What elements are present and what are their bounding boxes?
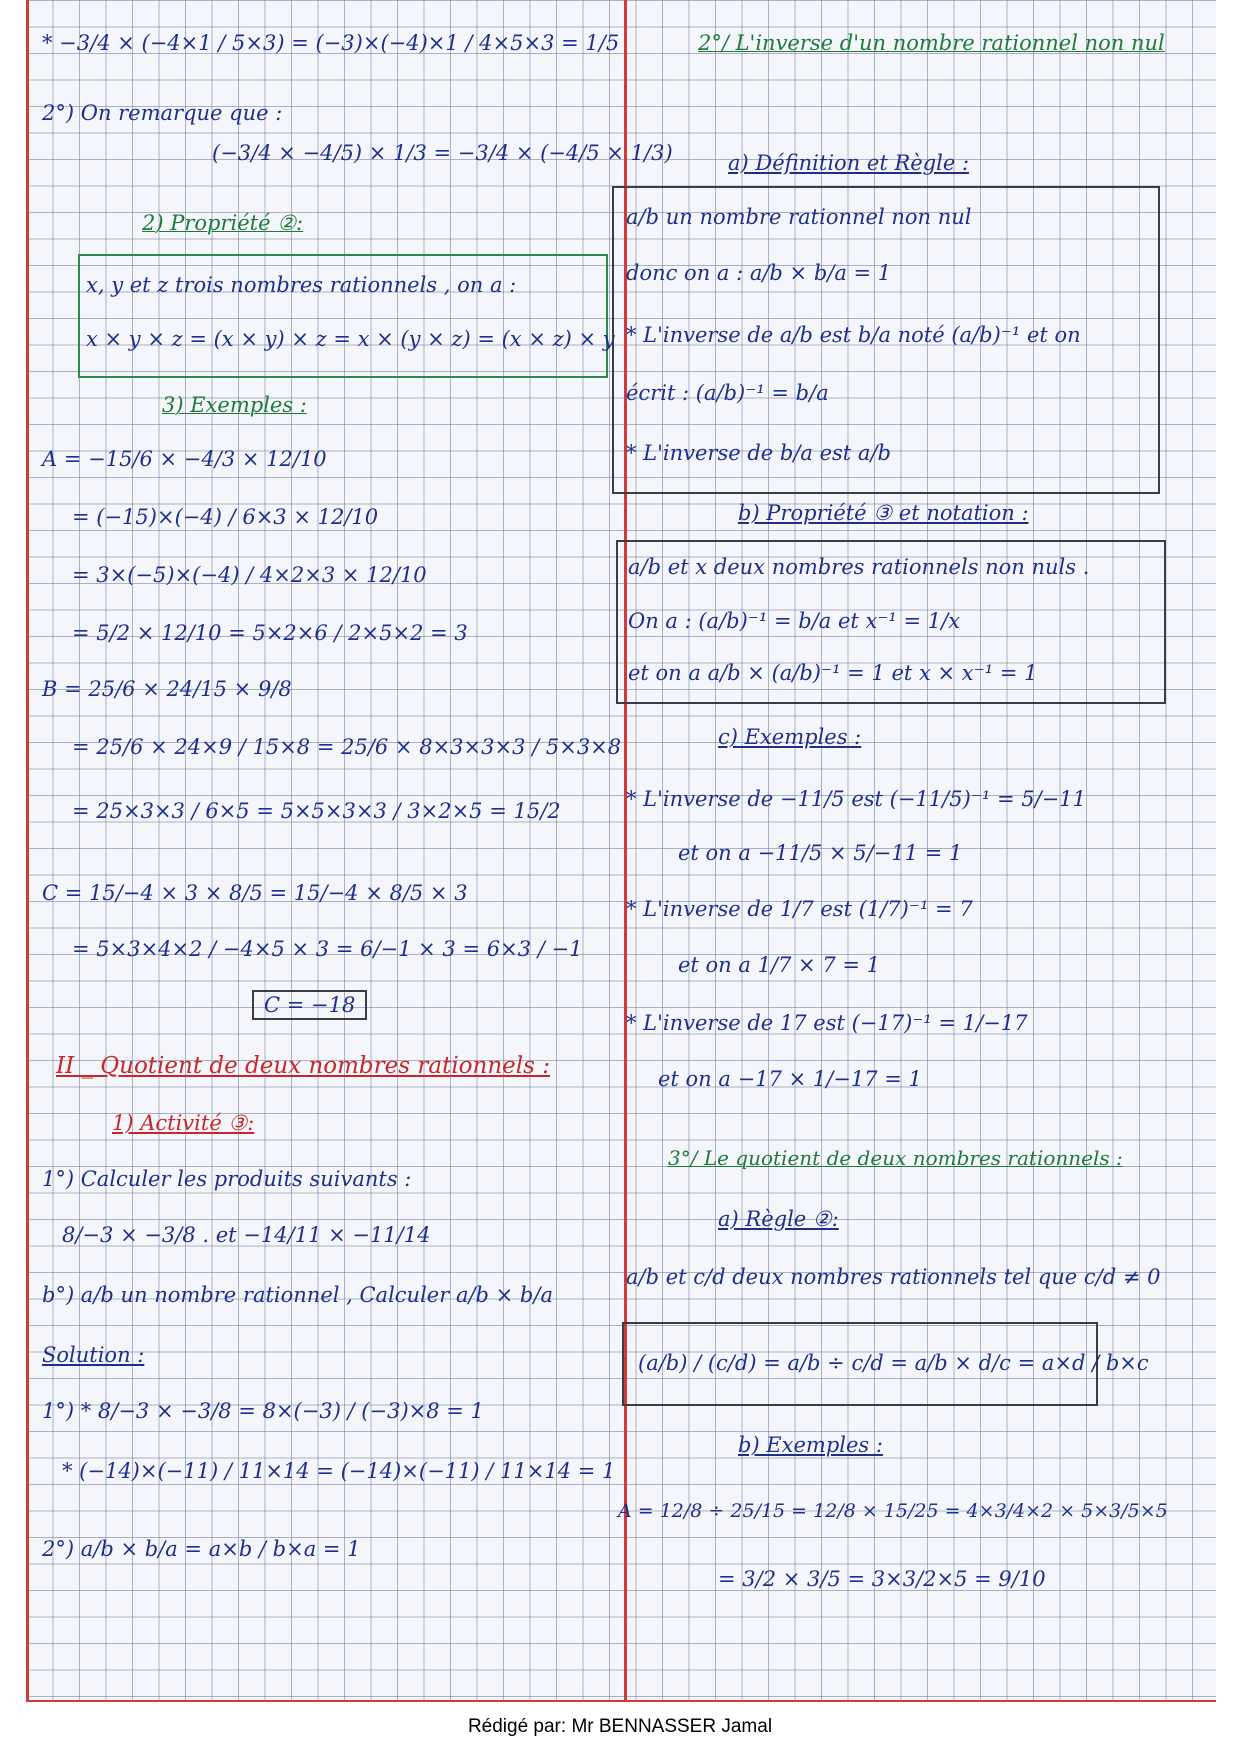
rule-2-line: a/b et c/d deux nombres rationnels tel que c/d ≠ 0: [626, 1265, 1161, 1289]
property-3-title: b) Propriété ③ et notation :: [738, 501, 1029, 525]
example-inverse-2: * L'inverse de 1/7 est (1/7)⁻¹ = 7: [626, 897, 973, 921]
definition-line-3: * L'inverse de a/b est b/a noté (a/b)⁻¹ et on: [626, 323, 1081, 347]
examples-b-title: b) Exemples :: [738, 1433, 883, 1457]
definition-line-5: * L'inverse de b/a est a/b: [626, 441, 891, 465]
example-a-line-3: = 3×(−5)×(−4) / 4×2×3 × 12/10: [72, 563, 427, 587]
example-inverse-1-check: et on a −11/5 × 5/−11 = 1: [678, 841, 963, 865]
example-inverse-2-check: et on a 1/7 × 7 = 1: [678, 953, 880, 977]
property-2-line-1: x, y et z trois nombres rationnels , on a :: [86, 273, 517, 297]
activity-question-1-eq: 8/−3 × −3/8 . et −14/11 × −11/14: [62, 1223, 431, 1247]
example-a-line-4: = 5/2 × 12/10 = 5×2×6 / 2×5×2 = 3: [72, 621, 468, 645]
top-calc: * −3/4 × (−4×1 / 5×3) = (−3)×(−4)×1 / 4×5×3 = 1/5: [42, 31, 620, 55]
property-3-line-3: et on a a/b × (a/b)⁻¹ = 1 et x × x⁻¹ = 1: [628, 661, 1038, 685]
activity-3-title: 1) Activité ③:: [112, 1111, 255, 1135]
example-b-line-1: B = 25/6 × 24/15 × 9/8: [42, 677, 292, 701]
example-b-line-3: = 25×3×3 / 6×5 = 5×5×3×3 / 3×2×5 = 15/2: [72, 799, 561, 823]
property-3-line-2: On a : (a/b)⁻¹ = b/a et x⁻¹ = 1/x: [628, 609, 961, 633]
left-margin-line: [26, 0, 29, 1702]
example-inverse-3-check: et on a −17 × 1/−17 = 1: [658, 1067, 922, 1091]
activity-question-1: 1°) Calculer les produits suivants :: [42, 1167, 412, 1191]
bottom-margin-line: [26, 1700, 1216, 1702]
example-c-result: C = −18: [252, 990, 367, 1020]
quotient-title: 3°/ Le quotient de deux nombres rationnels :: [668, 1146, 1123, 1170]
example-c-line-1: C = 15/−4 × 3 × 8/5 = 15/−4 × 8/5 × 3: [42, 881, 468, 905]
rule-2-formula: (a/b) / (c/d) = a/b ÷ c/d = a/b × d/c = a×d / b×c: [638, 1351, 1149, 1375]
solution-line-2: * (−14)×(−11) / 11×14 = (−14)×(−11) / 11×14 = 1: [62, 1459, 616, 1483]
property-2-line-2: x × y × z = (x × y) × z = x × (y × z) = (x × z) × y: [86, 327, 615, 351]
quotient-example-line-1: A = 12/8 ÷ 25/15 = 12/8 × 15/25 = 4×3/4×2 × 5×3/5×5: [618, 1500, 1168, 1522]
examples-3-title: 3) Exemples :: [162, 393, 307, 417]
solution-line-3: 2°) a/b × b/a = a×b / b×a = 1: [42, 1537, 361, 1561]
solution-line-1: 1°) * 8/−3 × −3/8 = 8×(−3) / (−3)×8 = 1: [42, 1399, 484, 1423]
example-inverse-1: * L'inverse de −11/5 est (−11/5)⁻¹ = 5/−11: [626, 787, 1086, 811]
inverse-title: 2°/ L'inverse d'un nombre rationnel non nul: [698, 31, 1165, 55]
example-b-line-2: = 25/6 × 24×9 / 15×8 = 25/6 × 8×3×3×3 / 5×3×8: [72, 735, 622, 759]
definition-line-2: donc on a : a/b × b/a = 1: [626, 261, 892, 285]
footer-author: Rédigé par: Mr BENNASSER Jamal: [467, 1716, 773, 1737]
definition-line-1: a/b un nombre rationnel non nul: [626, 205, 972, 229]
property-2-title: 2) Propriété ②:: [142, 211, 304, 235]
remark-title: 2°) On remarque que :: [42, 101, 283, 125]
solution-title: Solution :: [42, 1343, 145, 1367]
property-3-line-1: a/b et x deux nombres rationnels non nuls .: [628, 555, 1090, 579]
example-c-line-2: = 5×3×4×2 / −4×5 × 3 = 6/−1 × 3 = 6×3 / −1: [72, 937, 583, 961]
rule-2-title: a) Règle ②:: [718, 1207, 839, 1231]
example-inverse-3: * L'inverse de 17 est (−17)⁻¹ = 1/−17: [626, 1011, 1028, 1035]
definition-title: a) Définition et Règle :: [728, 151, 970, 175]
example-a-line-1: A = −15/6 × −4/3 × 12/10: [42, 447, 327, 471]
example-a-line-2: = (−15)×(−4) / 6×3 × 12/10: [72, 505, 379, 529]
notebook-page: [26, 0, 1216, 1702]
definition-line-4: écrit : (a/b)⁻¹ = b/a: [626, 381, 829, 405]
remark-equation: (−3/4 × −4/5) × 1/3 = −3/4 × (−4/5 × 1/3): [212, 141, 673, 165]
section-2-title: II _ Quotient de deux nombres rationnels :: [56, 1053, 550, 1079]
quotient-example-line-2: = 3/2 × 3/5 = 3×3/2×5 = 9/10: [718, 1567, 1046, 1591]
activity-question-2: b°) a/b un nombre rationnel , Calculer a/b × b/a: [42, 1283, 553, 1307]
examples-c-title: c) Exemples :: [718, 725, 862, 749]
